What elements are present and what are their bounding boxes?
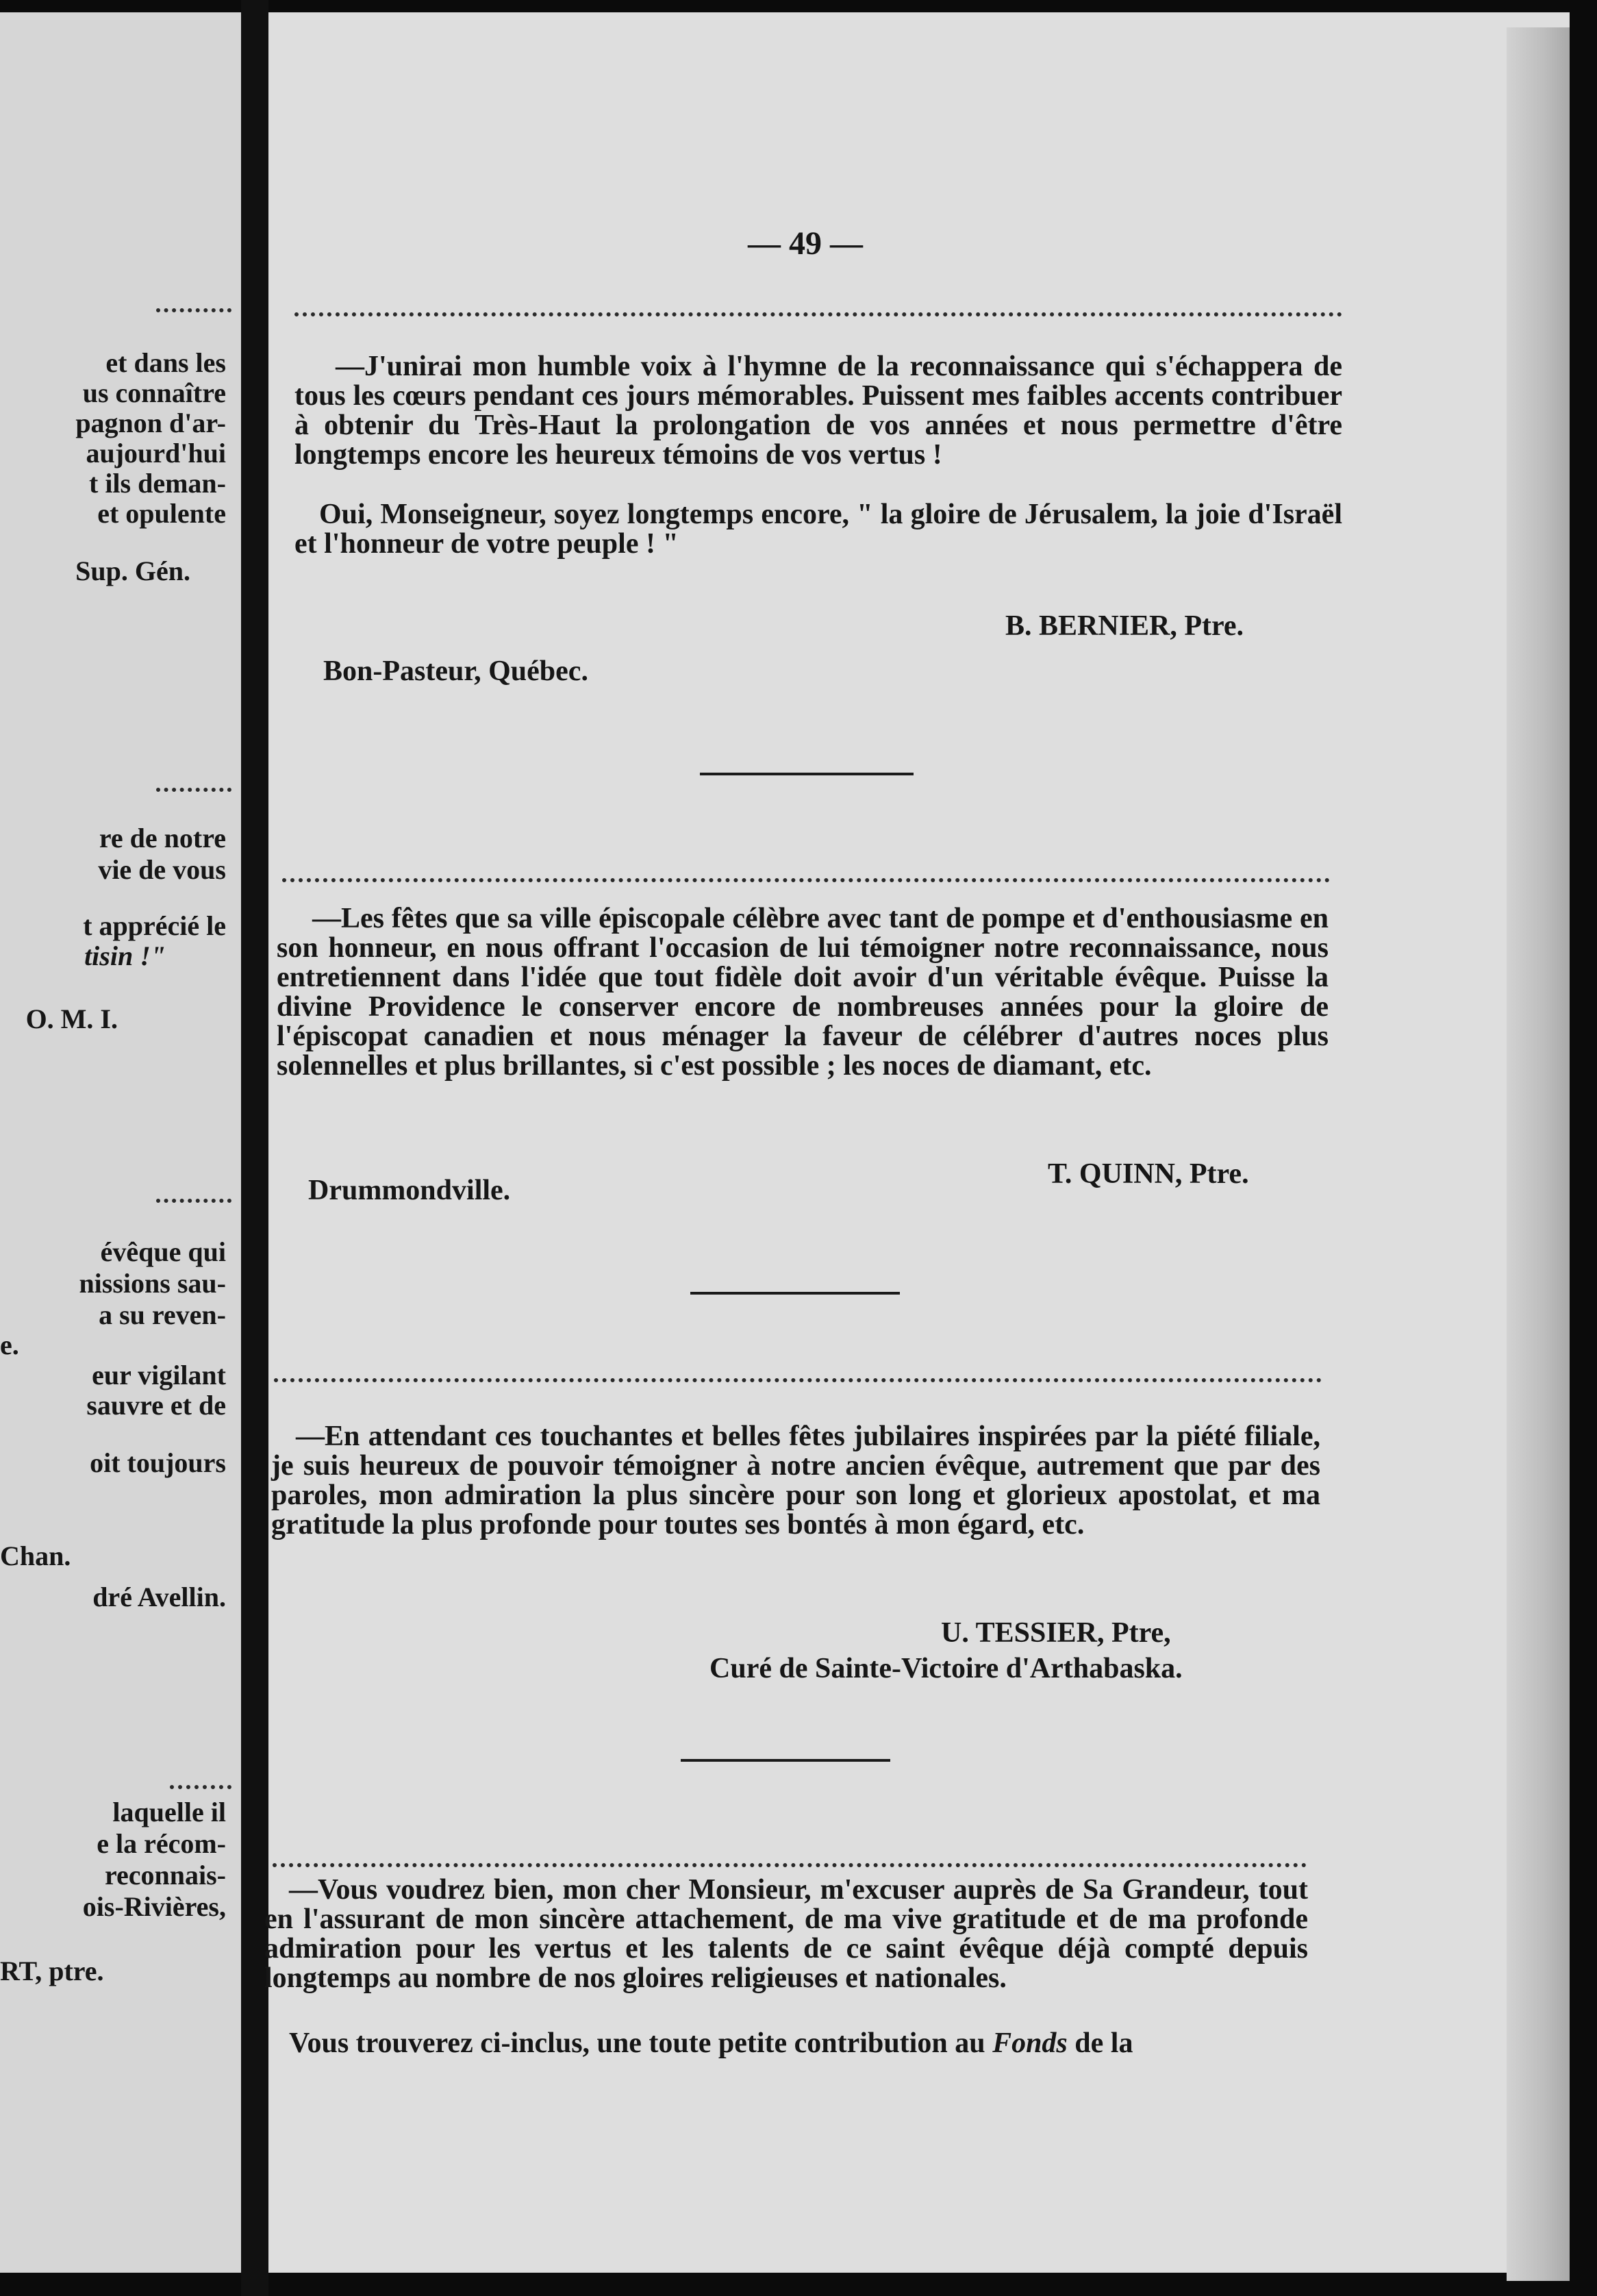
letter-4-paragraph-1: —Vous voudrez bien, mon cher Monsieur, m'excuser auprès de Sa Grandeur, tout en l'assurant de mon sincère attachement, de ma vive gratitude et de ma profonde admiration pour les vertus et les talents de ce saint évêque déjà compté depuis longtemps au nombre de nos gloires religieuses et nationales. [264,1874,1308,1994]
left-fragment-line: us connaître [82,377,226,408]
letter-4-last-line [264,2029,1308,2058]
page-edge-shadow [1507,27,1570,2281]
left-fragment-line: évêque qui [100,1236,226,1267]
left-fragment-line: oit toujours [90,1447,226,1478]
left-fragment-line: et opulente [97,498,226,529]
page-number: — 49 — [748,225,863,262]
left-dotted-separator [156,308,231,312]
letter-2-paragraph-1: —Les fêtes que sa ville épiscopale célèbre avec tant de pompe et d'enthousiasme en son honneur, en nous offrant l'occasion de lui témoigner notre reconnaissance, nous entretiennent dans l'idée que tout fidèle doit avoir d'un véritable évêque. Puisse la divine Providence le conserver encore de nombreuses années pour la gloire de l'épiscopat canadien et nous ménager la faveur de célébrer d'autres noces plus solennelles et plus brillantes, si c'est possible ; les noces de diamant, etc. [277,903,1329,1082]
left-fragment-line: laquelle il [112,1797,226,1827]
dotted-separator [273,1863,1307,1867]
left-fragment-line: eur vigilant [92,1360,226,1390]
left-fragment-line: pagnon d'ar- [75,408,226,438]
section-rule [690,1292,900,1295]
left-dotted-separator [156,788,231,792]
section-rule [700,773,914,775]
letter-2-place: Drummondville. [308,1175,511,1206]
dotted-separator [274,1378,1322,1382]
left-fragment-line: RT, ptre. [0,1956,104,1986]
dotted-separator [294,312,1342,316]
left-fragment-line: Sup. Gén. [75,556,190,586]
left-fragment-line: et dans les [105,347,226,378]
left-fragment-line: tisin !" [84,940,166,971]
left-fragment-line: ois-Rivières, [82,1891,226,1922]
left-fragment-line: e la récom- [97,1828,226,1859]
left-fragment-line: re de notre [99,823,226,853]
left-fragment-line: nissions sau- [79,1268,226,1299]
left-fragment-line: sauvre et de [86,1390,226,1421]
letter-1-paragraph-2: Oui, Monseigneur, soyez longtemps encore, " la gloire de Jérusalem, la joie d'Israël et l'honneur de votre peuple ! " [294,499,1342,560]
left-fragment-line: reconnais- [104,1860,226,1891]
letter-3-paragraph-1: —En attendant ces touchantes et belles fêtes jubilaires inspirées par la piété filiale, je suis heureux de pouvoir témoigner à notre ancien évêque, autrement que par des paroles, mon admiration la plus sincère pour son long et glorieux apostolat, et ma gratitude la plus profonde pour toutes ses bontés à mon égard, etc. [271,1421,1320,1540]
left-fragment-line: Chan. [0,1540,71,1571]
left-fragment-line: e. [0,1330,19,1360]
left-dotted-separator [170,1785,231,1789]
letter-2-signature: T. QUINN, Ptre. [1048,1158,1249,1190]
left-fragment-line: t apprécié le [83,910,226,941]
left-fragment-line: O. M. I. [25,1003,118,1034]
left-fragment-line: a su reven- [99,1299,226,1330]
section-rule [681,1759,890,1762]
dotted-separator [282,878,1330,882]
left-page-fragment [0,12,241,2273]
letter-4-last-line-end: de la [1067,2027,1133,2059]
letter-1-paragraph-1: —J'unirai mon humble voix à l'hymne de la reconnaissance qui s'échappera de tous les cœurs pendant ces jours mémorables. Puissent mes faibles accents contribuer à obtenir du Très-Haut la prolongation de vos années et nous permettre d'être longtemps encore les heureux témoins de vos vertus ! [294,351,1342,471]
letter-3-signature: U. TESSIER, Ptre, [941,1617,1171,1649]
letter-3-signature-title: Curé de Sainte-Victoire d'Arthabaska. [709,1653,1183,1684]
left-fragment-line: vie de vous [98,854,226,885]
letter-4-last-line-text: Vous trouverez ci-inclus, une toute petite contribution au [289,2027,993,2059]
letter-1-signature: B. BERNIER, Ptre. [1005,610,1244,642]
fonds-italic-word: Fonds [992,2027,1068,2059]
left-fragment-line: aujourd'hui [86,438,226,469]
letter-1-place: Bon-Pasteur, Québec. [323,656,588,687]
left-fragment-line: dré Avellin. [92,1582,226,1612]
left-fragment-line: t ils deman- [89,468,226,499]
left-dotted-separator [156,1199,231,1203]
